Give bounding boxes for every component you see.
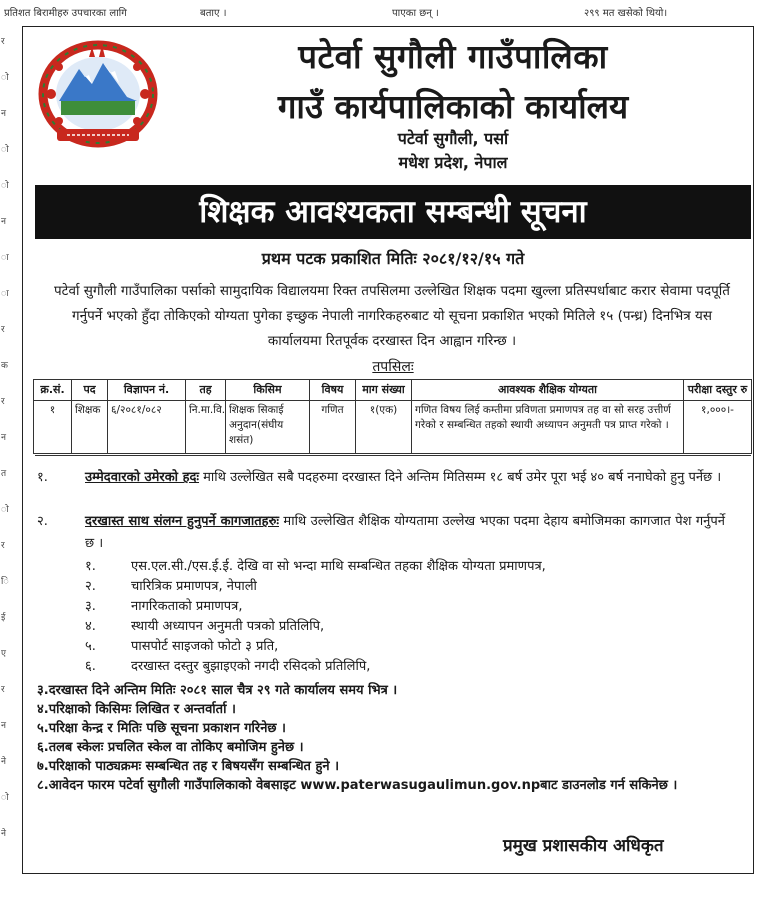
margin-glyph: त	[1, 469, 7, 479]
notice-box	[22, 26, 754, 874]
point-salary-scale: ६.तलब स्केलः प्रचलित स्केल वा तोकिए बमोजिम हुनेछ ।	[37, 740, 304, 755]
nepal-emblem-icon	[37, 39, 159, 149]
col-header-ad-no: विज्ञापन नं.	[108, 380, 186, 401]
cell-level: नि.मा.वि.	[186, 401, 226, 454]
office-address1: पटेर्वा सुगौली, पर्सा	[397, 129, 509, 148]
col-header-fee: परीक्षा दस्तुर रु	[684, 380, 752, 401]
left-margin-fragments	[0, 24, 12, 874]
cell-ad-no: ६/२०८१/०८२	[108, 401, 186, 454]
cell-demand: १(एक)	[356, 401, 412, 454]
list-item: २. चारित्रिक प्रमाणपत्र, नेपाली	[85, 579, 257, 594]
margin-glyph: ो	[1, 793, 9, 803]
point-age-limit	[37, 467, 753, 511]
cell-sn: १	[34, 401, 72, 454]
table-row	[34, 401, 752, 454]
point-text: माथि उल्लेखित सबै पदहरुमा दरखास्त दिने अन्तिम मितिसम्म १८ बर्ष उमेर पूरा भई ४० बर्ष ननाघेको हुनु पर्नेछ ।	[203, 470, 722, 485]
margin-glyph: ए	[1, 649, 6, 659]
margin-glyph: ो	[1, 73, 9, 83]
point-number: २.	[37, 514, 48, 529]
point-text: माथि उल्लेखित शैक्षिक योग्यतामा उल्लेख भएका पदमा देहाय बमोजिमका कागजात पेश गर्नुपर्ने छ ।	[85, 514, 725, 551]
cell-fee: १,०००।-	[684, 401, 752, 454]
margin-glyph: न	[1, 433, 6, 443]
point-deadline: ३.दरखास्त दिने अन्तिम मितिः २०८१ साल चैत्र २९ गते कार्यालय समय भित्र ।	[37, 683, 398, 698]
cell-subject: गणित	[310, 401, 356, 454]
strip-text-right: २९९ मत खसेको थियो।	[584, 8, 668, 19]
margin-glyph: ा	[1, 253, 9, 263]
strip-text-left: प्रतिशत बिरामीहरु उपचारका लागि	[4, 8, 127, 19]
point-title: दरखास्त साथ संलग्न हुनुपर्ने कागजातहरुः	[85, 514, 279, 529]
margin-glyph: न	[1, 721, 6, 731]
list-item: ६. दरखास्त दस्तुर बुझाइएको नगदी रसिदको प्रतिलिपि,	[85, 659, 371, 674]
cell-type: शिक्षक सिकाई अनुदान(संघीय शसंत)	[226, 401, 310, 454]
margin-glyph: ो	[1, 181, 9, 191]
published-date: प्रथम पटक प्रकाशित मितिः २०८१/१२/१५ गते	[261, 249, 525, 268]
list-item: १. एस.एल.सी./एस.ई.ई. देखि वा सो भन्दा माथि सम्बन्धित तहका शैक्षिक योग्यता प्रमाणपत्र,	[85, 559, 546, 574]
col-header-post: पद	[72, 380, 108, 401]
col-header-sn: क्र.सं.	[34, 380, 72, 401]
divider	[35, 455, 751, 456]
list-item: ४. स्थायी अध्यापन अनुमती पत्रको प्रतिलिपि,	[85, 619, 325, 634]
col-header-qualification: आवश्यक शैक्षिक योग्यता	[412, 380, 684, 401]
vacancy-table	[33, 379, 752, 454]
point-exam-centre: ५.परिक्षा केन्द्र र मितिः पछि सूचना प्रकाशन गरिनेछ ।	[37, 721, 286, 736]
margin-glyph: न	[1, 217, 6, 227]
margin-glyph: ा	[1, 289, 9, 299]
office-address2: मधेश प्रदेश, नेपाल	[398, 153, 508, 172]
point-title: उम्मेदवारको उमेरको हदः	[85, 470, 200, 485]
col-header-type: किसिम	[226, 380, 310, 401]
point-application-form: ८.आवेदन फारम पटेर्वा सुगौली गाउँपालिकाको वेबसाइट www.paterwasugaulimun.gov.npबाट डाउनलोड गर्न सकिनेछ ।	[37, 778, 678, 793]
margin-glyph: क	[1, 361, 8, 371]
col-header-subject: विषय	[310, 380, 356, 401]
list-item: ३. नागरिकताको प्रमाणपत्र,	[85, 599, 243, 614]
point-documents	[37, 511, 753, 555]
office-name-line1: पटेर्वा सुगौली गाउँपालिका	[298, 37, 608, 76]
point-number: १.	[37, 470, 48, 485]
margin-glyph: र	[1, 397, 5, 407]
margin-glyph: ई	[1, 613, 6, 623]
tapasil-label: तपसिलः	[372, 359, 414, 375]
margin-glyph: ने	[1, 757, 6, 767]
margin-glyph: ो	[1, 145, 9, 155]
point-syllabus: ७.परिक्षाको पाठ्यक्रमः सम्बन्धित तह र बिषयसँग सम्बन्धित हुने ।	[37, 759, 340, 774]
col-header-demand: माग संख्या	[356, 380, 412, 401]
margin-glyph: ने	[1, 829, 6, 839]
notice-title-banner: शिक्षक आवश्यकता सम्बन्धी सूचना	[35, 185, 751, 239]
strip-text-mid1: बताए ।	[200, 8, 227, 19]
col-header-level: तह	[186, 380, 226, 401]
margin-glyph: र	[1, 685, 5, 695]
newspaper-top-strip	[0, 0, 768, 24]
office-name-line2: गाउँ कार्यपालिकाको कार्यालय	[277, 87, 629, 126]
table-header-row	[34, 380, 752, 401]
margin-glyph: र	[1, 325, 5, 335]
margin-glyph: र	[1, 37, 5, 47]
margin-glyph: न	[1, 109, 6, 119]
margin-glyph: ि	[1, 577, 9, 587]
cell-post: शिक्षक	[72, 401, 108, 454]
strip-text-mid2: पाएका छन् ।	[392, 8, 439, 19]
intro-paragraph: पटेर्वा सुगौली गाउँपालिका पर्साको सामुदायिक विद्यालयमा रिक्त तपसिलमा उल्लेखित शिक्षक पदमा खुल्ला प्रतिस्पर्धाबाट करार सेवामा पदपूर्ति गर्नुपर्ने भएको हुँदा तोकिएको योग्यता पुगेका इच्छुक नेपाली नागरिकहरुबाट यो सूचना प्रकाशित भएको मितिले १५ (पन्ध्र) दिनभित्र यस कार्यालयमा रितपूर्वक दरखास्त दिन आह्वान गरिन्छ ।	[54, 283, 730, 349]
point-exam-type: ४.परिक्षाको किसिमः लिखित र अन्तर्वार्ता ।	[37, 702, 236, 717]
margin-glyph: र	[1, 541, 5, 551]
cell-qualification: गणित विषय लिई कम्तीमा प्रविणता प्रमाणपत्र तह वा सो सरह उत्तीर्ण गरेको र सम्बन्धित तहको स्थायी अध्यापन अनुमती पत्र प्राप्त गरेको ।	[412, 401, 684, 454]
list-item: ५. पासपोर्ट साइजको फोटो ३ प्रति,	[85, 639, 279, 654]
margin-glyph: ो	[1, 505, 9, 515]
signature-chief-admin: प्रमुख प्रशासकीय अधिकृत	[503, 836, 664, 856]
